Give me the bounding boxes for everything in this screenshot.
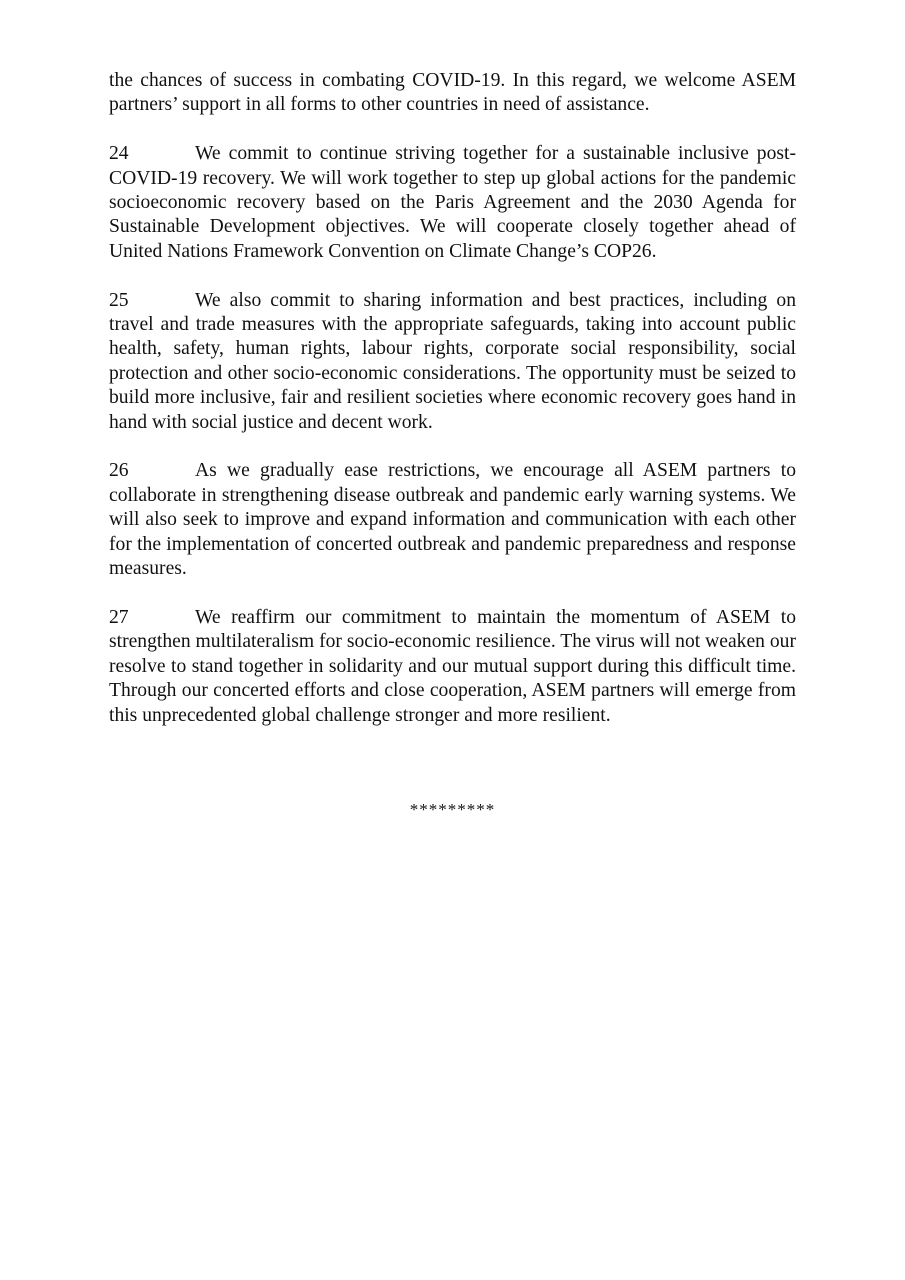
- paragraph-number: 26: [109, 460, 129, 482]
- paragraph-number: 24: [109, 143, 129, 165]
- paragraph-26: [109, 459, 796, 581]
- paragraph-text: We commit to continue striving together for a sustainable inclusive post-COVID-19 recovery. We will work together to step up global actions for the pandemic socioeconomic recovery based on the Paris Agreement and the 2030 Agenda for Sustainable Development objectives. We will cooperate closely together ahead of United Nations Framework Convention on Climate Change’s COP26.: [109, 143, 796, 262]
- paragraph-25: [109, 289, 796, 435]
- paragraph-text: the chances of success in combating COVID-19. In this regard, we welcome ASEM partners’ support in all forms to other countries in need of assistance.: [109, 70, 796, 116]
- document-body: [109, 69, 796, 752]
- paragraph-text: As we gradually ease restrictions, we encourage all ASEM partners to collaborate in strengthening disease outbreak and pandemic early warning systems. We will also seek to improve and expand information and communication with each other for the implementation of concerted outbreak and pandemic preparedness and response measures.: [109, 460, 796, 580]
- paragraph-24: [109, 142, 796, 264]
- end-marker: *********: [409, 800, 496, 819]
- paragraph-27: [109, 606, 796, 728]
- paragraph-text: We also commit to sharing information and best practices, including on travel and trade measures with the appropriate safeguards, taking into account public health, safety, human rights, labour rights, corporate social responsibility, social protection and other socio-economic considerations. The opportunity must be seized to build more inclusive, fair and resilient societies where economic recovery goes hand in hand with social justice and decent work.: [109, 289, 796, 433]
- paragraph-text: We reaffirm our commitment to maintain the momentum of ASEM to strengthen multilateralism for socio-economic resilience. The virus will not weaken our resolve to stand together in solidarity and our mutual support during this difficult time. Through our concerted efforts and close cooperation, ASEM partners will emerge from this unprecedented global challenge stronger and more resilient.: [109, 606, 796, 726]
- paragraph-continued: [109, 69, 796, 118]
- paragraph-number: 27: [109, 606, 129, 628]
- paragraph-number: 25: [109, 289, 129, 311]
